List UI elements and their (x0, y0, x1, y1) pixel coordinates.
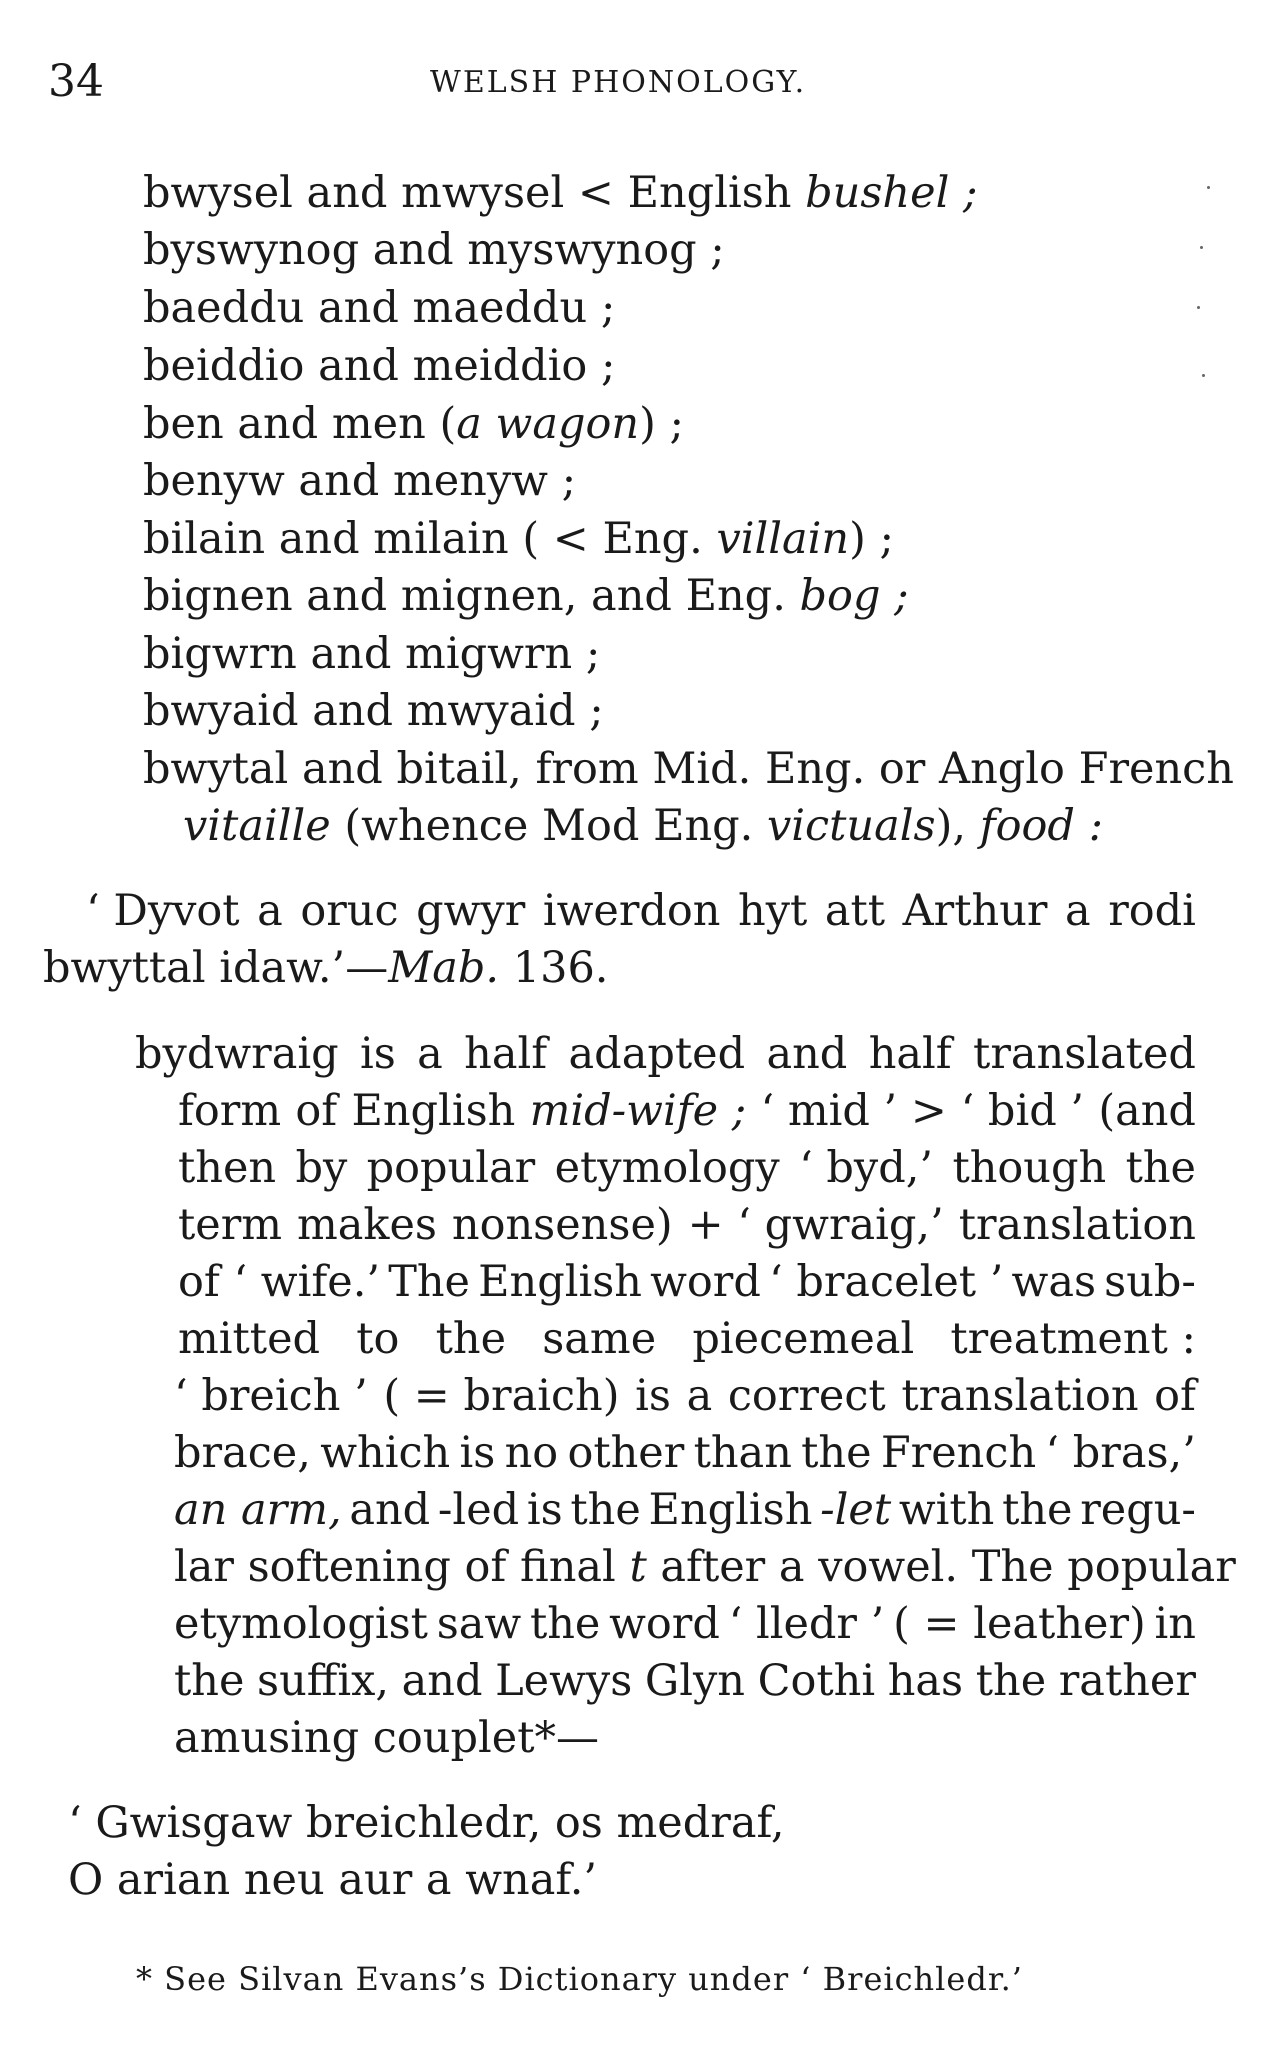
entry-bwytal-continued: vitaille (whence Mod Eng. victuals), food : (183, 801, 1104, 851)
bydwraig-line-4: term makes nonsense) + ‘ gwraig,’ translation (178, 1200, 1196, 1250)
entry-baeddu: baeddu and maeddu ; (143, 283, 616, 333)
bydwraig-line-13: amusing couplet*— (174, 1713, 599, 1763)
entry-bwysel: bwysel and mwysel < English bushel ; (143, 168, 978, 218)
couplet-line-2: O arian neu aur a wnaf.’ (68, 1855, 598, 1905)
quote-mabinogion: ‘ Dyvot a oruc gwyr iwerdon hyt att Arthur a rodi (86, 886, 1196, 936)
quote-mabinogion-end: bwyttal idaw.’—Mab. 136. (43, 943, 609, 993)
entry-benyw: benyw and menyw ; (143, 456, 577, 506)
bydwraig-line-11: etymologist saw the word ‘ lledr ’ ( = leather) in (174, 1599, 1196, 1649)
entry-beiddio: beiddio and meiddio ; (143, 341, 616, 391)
bydwraig-line-5: of ‘ wife.’ The English word ‘ bracelet ’ was sub- (178, 1257, 1196, 1307)
bydwraig-line-10: lar softening of final t after a vowel. The popular (174, 1542, 1236, 1592)
margin-speck (1207, 186, 1210, 189)
entry-byswynog: byswynog and myswynog ; (143, 225, 725, 275)
bydwraig-line-6: mitted to the same piecemeal treatment : (178, 1314, 1196, 1364)
entry-bilain: bilain and milain ( < Eng. villain) ; (143, 514, 895, 564)
margin-speck (1202, 374, 1205, 377)
entry-bigwrn: bigwrn and migwrn ; (143, 629, 601, 679)
footnote: * See Silvan Evans’s Dictionary under ‘ Breichledr.’ (136, 1960, 1023, 1998)
entry-bwytal: bwytal and bitail, from Mid. Eng. or Anglo French (143, 744, 1234, 794)
bydwraig-line-8: brace, which is no other than the French ‘ bras,’ (174, 1428, 1196, 1478)
couplet-line-1: ‘ Gwisgaw breichledr, os medraf, (68, 1798, 785, 1848)
bydwraig-line-7: ‘ breich ’ ( = braich) is a correct translation of (174, 1371, 1196, 1421)
bydwraig-line-3: then by popular etymology ‘ byd,’ though the (178, 1143, 1196, 1193)
entry-bwyaid: bwyaid and mwyaid ; (143, 686, 604, 736)
margin-speck (1200, 246, 1203, 249)
entry-bignen: bignen and mignen, and Eng. bog ; (143, 571, 909, 621)
entry-bydwraig: bydwraig is a half adapted and half translated (135, 1029, 1196, 1079)
entry-ben: ben and men (a wagon) ; (143, 399, 685, 449)
page-number: 34 (48, 56, 104, 107)
margin-speck (1197, 306, 1200, 309)
bydwraig-line-9: an arm, and -led is the English -let with the regu- (174, 1485, 1196, 1535)
bydwraig-line-12: the suffix, and Lewys Glyn Cothi has the rather (174, 1656, 1196, 1706)
bydwraig-line-2: form of English mid-wife ; ‘ mid ’ > ‘ bid ’ (and (178, 1086, 1196, 1136)
running-title: WELSH PHONOLOGY. (430, 65, 807, 100)
